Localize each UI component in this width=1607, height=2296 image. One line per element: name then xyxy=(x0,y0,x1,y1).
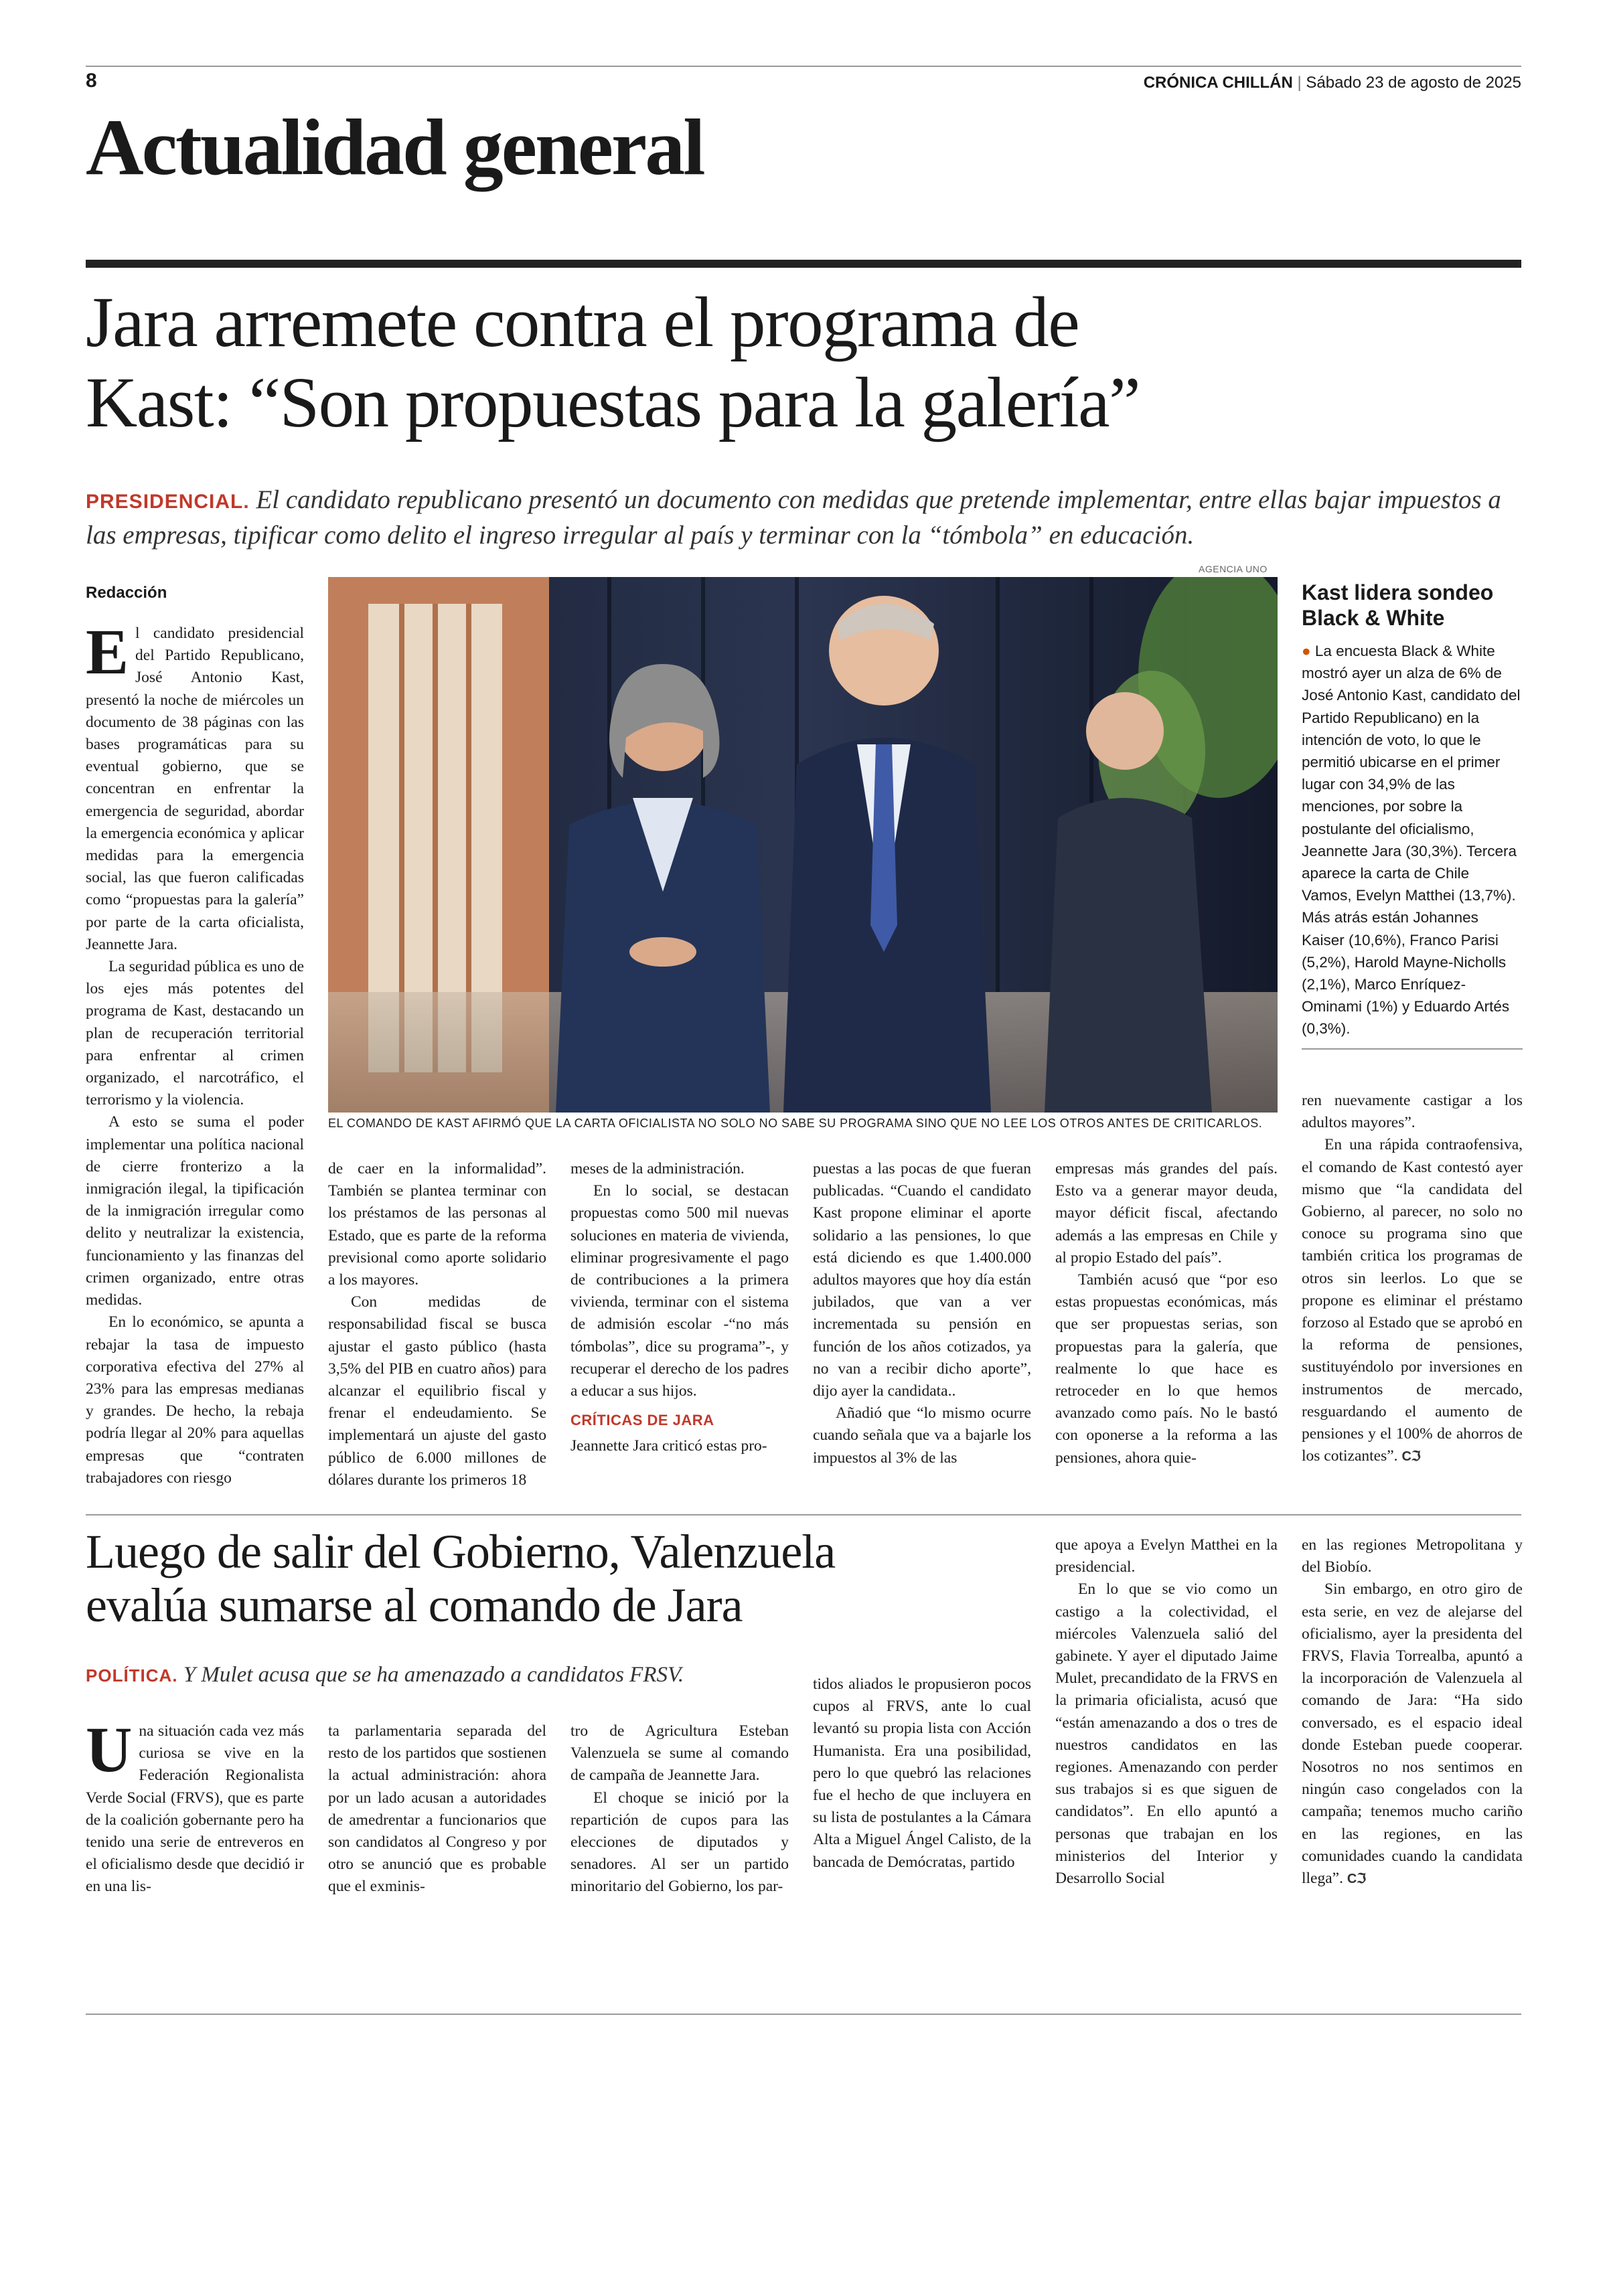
paragraph xyxy=(1302,1578,1523,1890)
footer-rule xyxy=(86,2014,1521,2015)
article1-headline-line1: Jara arremete contra el programa de xyxy=(86,283,1079,362)
sidebar-body: La encuesta Black & White mostró ayer un alza de 6% de José Antonio Kast, candidato del Partido Republicano) en la intención de voto, lo que le permitió ubicarse en el primer lugar con 34,9% de las menciones, por sobre la postulante del oficialismo, Jeannette Jara (30,3%). Tercera aparece la carta de Chile Vamos, Evelyn Matthei (13,7%). Más atrás están Johannes Kaiser (10,6%), Franco Parisi (5,2%), Harold Mayne-Nicholls (2,1%), Marco Enríquez-Ominami (1%) y Eduardo Artés (0,3%). xyxy=(1302,643,1521,1038)
paragraph: de caer en la informalidad”. También se plantea terminar con los préstamos de las personas al Estado, que es parte de la reforma previsional como aporte solidario a los mayores. xyxy=(328,1160,546,1289)
article1-headline xyxy=(86,282,1525,443)
paragraph-text: En una rápida contraofensiva, el comando de Kast contestó ayer mismo que “la candidata del Gobierno, al parecer, no solo no conoce su programa sino que también critica los programas de otros sin leerlos. Lo que se propone es eliminar el préstamo forzoso al Estado que se aprobó en la reforma de pensiones, sustituyéndolo por inversiones en instrumentos de mercado, resguardando el aumento de pensiones y el 100% de ahorros de los cotizantes”. xyxy=(1302,1136,1523,1465)
article2-kicker: POLÍTICA. xyxy=(86,1665,178,1686)
paragraph: Añadió que “lo mismo ocurre cuando señala que va a bajarle los impuestos al 3% de las xyxy=(813,1404,1031,1467)
article2-headline xyxy=(86,1525,1030,1632)
end-mark-icon: Cℑ xyxy=(1401,1449,1421,1465)
paragraph: que apoya a Evelyn Matthei en la presidencial. xyxy=(1055,1536,1278,1576)
article2-column-2 xyxy=(328,1720,546,1898)
dropcap: E xyxy=(86,616,129,687)
headline-rule xyxy=(86,260,1521,268)
paragraph: na situación cada vez más curiosa se vive en la Federación Regionalista Verde Social (FRVS), que es parte de la coalición gobernante pero ha tenido una serie de entreveros en el oficialismo desde que decidió ir en una lis- xyxy=(86,1722,304,1896)
article2-column-4 xyxy=(813,1673,1031,1874)
article1-column-5 xyxy=(1055,1158,1278,1469)
paragraph: Con medidas de responsabilidad fiscal se busca ajustar el gasto público (hasta 3,5% del PIB en cuatro años) para alcanzar el equilibrio fiscal y frenar el endeudamiento. Se implementará un ajuste del gasto público de 6.000 millones de dólares durante los primeros 18 xyxy=(328,1293,546,1489)
paragraph-text: Sin embargo, en otro giro de esta serie, en vez de alejarse del oficialismo, ayer la presidenta del FRVS, Flavia Torrealba, apuntó a la incorporación de Valenzuela al comando de Jara: “Ha sido conversado, es el espacio ideal donde Esteban puede cooperar. Nosotros no nos sentimos en ningún caso congelados con la campaña; tenemos mucho cariño en las regiones, en las comunidades cuando la candidata llega”. xyxy=(1302,1580,1523,1888)
article2-column-5 xyxy=(1055,1534,1278,1890)
byline: Redacción xyxy=(86,584,167,602)
paragraph: empresas más grandes del país. Esto va a generar mayor deuda, mayor déficit fiscal, afectando además a las empresas en Chile y al propio Estado del país”. xyxy=(1055,1160,1278,1266)
paragraph: En lo social, se destacan propuestas como 500 mil nuevas soluciones en materia de vivienda, eliminar progresivamente el pago de contribuciones a la primera vivienda, terminar con el sistema de admisión escolar -“no más tómbolas”, dice su programa”-, y recuperar el derecho de los padres a educar a sus hijos. xyxy=(570,1182,789,1400)
paragraph: También acusó que “por eso estas propuestas económicas, más que ser propuestas serias, son propuestas para la galería, que realmente lo que hace es retroceder en lo que hemos avanzado como país. No le bastó con oponerse a la reforma a las pensiones, ahora quie- xyxy=(1055,1271,1278,1467)
article2-deck-text: Y Mulet acusa que se ha amenazado a candidatos FRSV. xyxy=(177,1663,684,1687)
paragraph: en las regiones Metropolitana y del Biobío. xyxy=(1302,1536,1523,1576)
article1-column-6 xyxy=(1302,1090,1523,1468)
sidebar-box xyxy=(1302,580,1523,1050)
paragraph: ren nuevamente castigar a los adultos mayores”. xyxy=(1302,1092,1523,1132)
issue-date: Sábado 23 de agosto de 2025 xyxy=(1306,74,1521,92)
article2-headline-line1: Luego de salir del Gobierno, Valenzuela xyxy=(86,1525,836,1578)
sidebar-rule xyxy=(1302,1048,1523,1050)
paragraph: El choque se inició por la repartición de cupos para las elecciones de diputados y senadores. Al ser un partido minoritario del Gobierno, los par- xyxy=(570,1789,789,1896)
article1-headline-line2: Kast: “Son propuestas para la galería” xyxy=(86,363,1140,442)
article1-column-3 xyxy=(570,1158,789,1458)
section-title: Actualidad general xyxy=(86,102,704,191)
paragraph: En lo económico, se apunta a rebajar la tasa de impuesto corporativa efectiva del 27% al 23% para las empresas medianas y grandes. De hecho, la rebaja podría llegar al 20% para aquellas empresas que “contraten trabajadores con riesgo xyxy=(86,1313,304,1487)
article2-column-6 xyxy=(1302,1534,1523,1890)
paragraph xyxy=(1302,1134,1523,1468)
paragraph: A esto se suma el poder implementar una política nacional de cierre fronterizo a la inmigración ilegal, la tipificación de la inmigración irregular como delito y neutralizar la existencia, funcionamiento y las finanzas del crimen organizado, entre otras medidas. xyxy=(86,1113,304,1309)
page-number: 8 xyxy=(86,70,97,92)
article1-column-4 xyxy=(813,1158,1031,1469)
paragraph: tro de Agricultura Esteban Valenzuela se sume al comando de campaña de Jeannette Jara. xyxy=(570,1722,789,1785)
article2-column-1 xyxy=(86,1714,304,1898)
article1-deck-text: El candidato republicano presentó un documento con medidas que pretende implementar, entre ellas bajar impuestos a las empresas, tipificar como delito el ingreso irregular al país y terminar con la “tómbola” en educación. xyxy=(86,485,1501,550)
article1-kicker: PRESIDENCIAL. xyxy=(86,491,250,513)
paragraph: ta parlamentaria separada del resto de los partidos que sostienen la actual administración: ahora por un lado acusan a autoridades de amedrentar a funcionarios que son candidatos al Congreso y por otro se anunció que es probable que el exminis- xyxy=(328,1722,546,1896)
paragraph: puestas a las pocas de que fueran publicadas. “Cuando el candidato Kast propone eliminar el aporte solidario a las pensiones, lo que está diciendo es que 1.400.000 adultos mayores que hoy día están jubilados, que van a ver incrementada su pensión en función de los años cotizados, ya no van a recibir dicho aporte”, dijo ayer la candidata.. xyxy=(813,1160,1031,1400)
paragraph: En lo que se vio como un castigo a la colectividad, el miércoles Valenzuela salió del gabinete. Y ayer el diputado Jaime Mulet, precandidato de la FRVS en la primaria oficialista, acusó que “están amenazando a dos o tres de nuestros candidatos en las regiones. Amenazando con perder sus trabajos si es que siguen de candidatos”. En ello apuntó a personas que trabajan en los ministerios del Interior y Desarrollo Social xyxy=(1055,1580,1278,1888)
subhead-criticas: CRÍTICAS DE JARA xyxy=(570,1412,714,1429)
article1-photo xyxy=(328,577,1278,1113)
article1-column-2 xyxy=(328,1158,546,1491)
paragraph: meses de la administración. xyxy=(570,1160,745,1177)
paragraph: La seguridad pública es uno de los ejes más potentes del programa de Kast, destacando un plan de recuperación territorial para enfrentar al crimen organizado, el narcotráfico, el terrorismo y la violencia. xyxy=(86,958,304,1109)
paragraph: Jeannette Jara criticó estas pro- xyxy=(570,1437,767,1455)
bullet-icon: ● xyxy=(1302,643,1311,659)
photo-credit: AGENCIA UNO xyxy=(1199,564,1268,574)
sidebar-title-line1: Kast lidera sondeo xyxy=(1302,580,1494,604)
header-top-rule xyxy=(86,66,1521,67)
sidebar-title-line2: Black & White xyxy=(1302,606,1445,630)
paragraph: l candidato presidencial del Partido Republicano, José Antonio Kast, presentó la noche de miércoles un documento de 38 páginas con las bases programáticas para su eventual gobierno, que se concentran en enfrentar la emergencia de seguridad, abordar la emergencia económica y aplicar medidas para la emergencia social, las que fueron calificadas como “propuestas para la galería” por parte de la carta oficialista, Jeannette Jara. xyxy=(86,625,304,953)
end-mark-icon: Cℑ xyxy=(1347,1872,1367,1887)
sidebar-text xyxy=(1302,640,1523,1040)
sidebar-title xyxy=(1302,580,1523,631)
article-separator-rule xyxy=(86,1514,1521,1515)
dropcap: U xyxy=(86,1714,133,1785)
article2-headline-line2: evalúa sumarse al comando de Jara xyxy=(86,1578,743,1632)
folio: CRÓNICA CHILLÁN | Sábado 23 de agosto de 2025 xyxy=(1143,74,1521,92)
article2-column-3 xyxy=(570,1720,789,1898)
article1-deck xyxy=(86,483,1521,552)
article1-column-1 xyxy=(86,616,304,1489)
publication-name: CRÓNICA CHILLÁN xyxy=(1143,74,1293,92)
photo-caption: EL COMANDO DE KAST AFIRMÓ QUE LA CARTA OFICIALISTA NO SOLO NO SABE SU PROGRAMA SINO QUE NO LEE LOS OTROS ANTES DE CRITICARLOS. xyxy=(328,1117,1263,1130)
photo-illustration xyxy=(328,577,1278,1113)
paragraph: tidos aliados le propusieron pocos cupos al FRVS, ante lo cual levantó su propia lista con Acción Humanista. Era una posibilidad, pero lo que quebró las relaciones fue el hecho de que incluyera en su lista de postulantes a la Cámara Alta a Miguel Ángel Calisto, de la bancada de Demócratas, partido xyxy=(813,1675,1031,1871)
